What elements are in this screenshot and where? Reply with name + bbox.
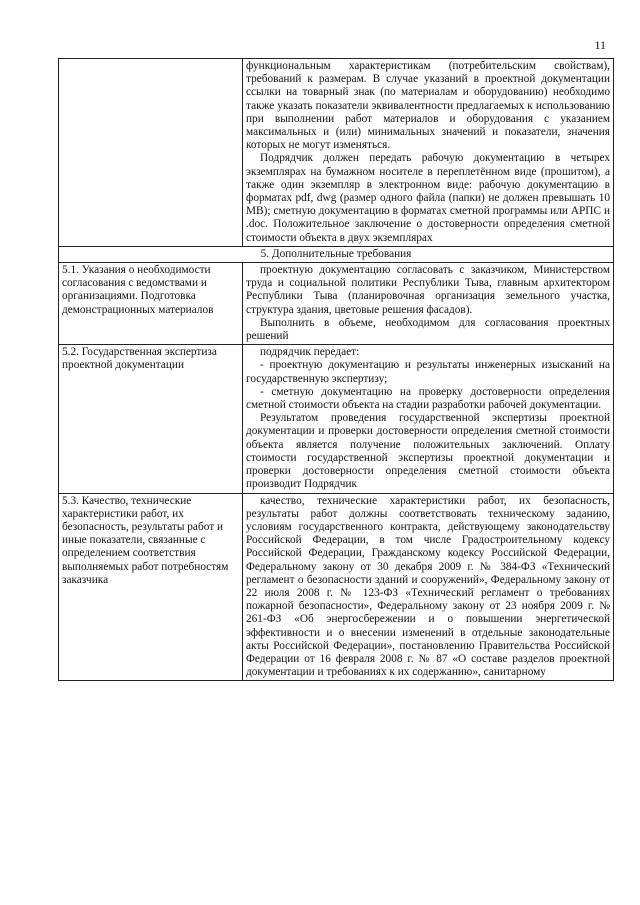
paragraph: проектную документацию согласовать с заказчиком, Министерством труда и социальной политики Республики Тыва, главным архитектором Республики Тыва (планировочная организация земельного участка, структура здания, цветовые решения фасадов). <box>246 264 610 316</box>
section-heading-row <box>59 246 614 262</box>
paragraph: Результатом проведения государственной экспертизы проектной документации и проверки достоверности определения сметной стоимости объекта является получение положительных заключений. Оплату стоимости государственной экспертизы проектной документации и проверки достоверности определения сметной стоимости объекта производит Подрядчик <box>246 412 610 491</box>
paragraph: - сметную документацию на проверку достоверности определения сметной стоимости объекта на стадии разработки рабочей документации. <box>246 385 610 412</box>
table-row <box>59 345 614 493</box>
row-label: 5.1. Указания о необходимости согласования с ведомствами и организациями. Подготовка демонстрационных материалов <box>59 263 243 345</box>
table-row <box>59 493 614 681</box>
requirements-table <box>58 58 614 681</box>
page-number: 11 <box>594 38 606 52</box>
paragraph: функциональным характеристикам (потребительским свойствам), требований к размерам. В случае указаний в проектной документации ссылки на товарный знак (по материалам и оборудованию) необходимо также указать показатели эквивалентности предлагаемых к использованию при выполнении работ материалов и оборудования с указанием максимальных и (или) минимальных значений и показатели, значения которых не могут изменяться. <box>246 60 610 152</box>
paragraph: - проектную документацию и результаты инженерных изысканий на государственную экспертизу; <box>246 359 610 385</box>
row-label <box>59 59 243 247</box>
table-row <box>59 59 614 247</box>
row-content <box>243 493 614 681</box>
row-content <box>243 59 614 247</box>
paragraph: качество, технические характеристики работ, их безопасность, результаты работ должны соответствовать техническому заданию, условиям государственного контракта, действующему законодательству Российской Федерации, в том числе Градостроительному кодексу Российской Федерации, Гражданскому кодексу Российской Федерации, Федеральному закону от 30 декабря 2009 г. № 384-ФЗ «Технический регламент о безопасности зданий и сооружений», Федеральному закону от 22 июля 2008 г. № 123-ФЗ «Технический регламент о требованиях пожарной безопасности», Федеральному закону от 23 ноября 2009 г. № 261-ФЗ «Об энергосбережении и о повышении энергетической эффективности и о внесении изменений в отдельные законодательные акты Российской Федерации», постановлению Правительства Российской Федерации от 16 февраля 2008 г. № 87 «О составе разделов проектной документации и требованиях к их содержанию», санитарному <box>246 494 610 679</box>
paragraph: подрядчик передает: <box>260 346 360 359</box>
paragraph: Подрядчик должен передать рабочую документацию в четырех экземплярах на бумажном носителе в переплетённом виде (прошитом), а также один экземпляр в электронном виде: рабочую документацию в форматах pdf, dwg (размер одного файла (папки) не должен превышать 10 MB); сметную документацию в форматах сметной программы или АРПС и .doc. Положительное заключение о достоверности определения сметной стоимости объекта в двух экземплярах <box>246 152 610 244</box>
row-label: 5.2. Государственная экспертиза проектной документации <box>59 345 243 493</box>
row-content <box>243 345 614 493</box>
row-label: 5.3. Качество, технические характеристики работ, их безопасность, результаты работ и иные показатели, связанные с определением соответствия выполняемых работ потребностям заказчика <box>59 493 243 681</box>
table-row <box>59 263 614 345</box>
paragraph: Выполнить в объеме, необходимом для согласования проектных решений <box>246 316 610 343</box>
section-heading: 5. Дополнительные требования <box>59 246 614 262</box>
row-content <box>243 263 614 345</box>
